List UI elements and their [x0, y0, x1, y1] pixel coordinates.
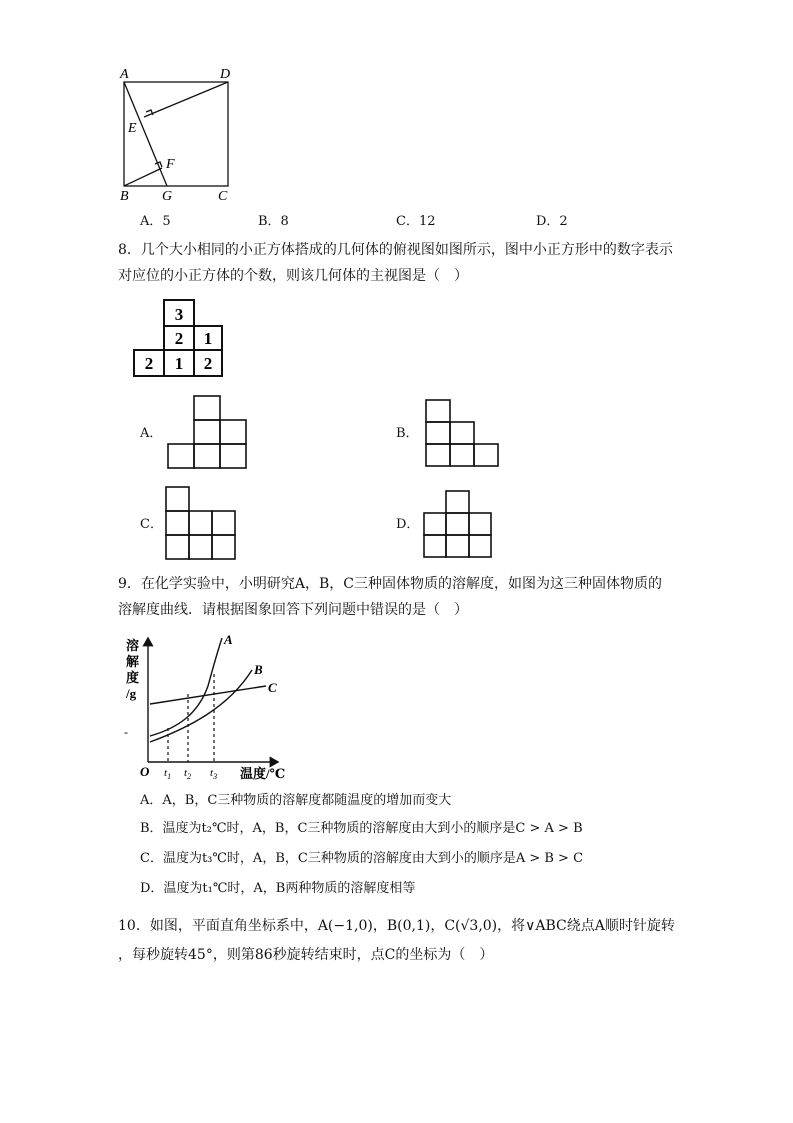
grid-number: 1	[174, 354, 184, 373]
q8-option-c-label[interactable]: C．	[140, 517, 163, 532]
q8-option-a-view[interactable]	[166, 394, 250, 472]
solubility-chart	[118, 628, 298, 784]
q8-option-d-view[interactable]	[422, 489, 496, 561]
q7-option-a[interactable]: A．5	[140, 214, 171, 229]
label-b: B	[120, 189, 129, 204]
q10-text-line2: ，每秒旋转45°，则第86秒旋转结束时，点C的坐标为（ ）	[118, 947, 494, 963]
top-view-grid	[130, 298, 230, 380]
grid-number: 2	[174, 329, 184, 348]
label-g: G	[162, 189, 173, 204]
curve-label-b: B	[254, 662, 263, 677]
q8-text-line2: 对应位的小正方体的个数，则该几何体的主视图是（ ）	[118, 268, 468, 284]
ylabel-char: 度	[126, 670, 140, 685]
q10-text-line1: 10．如图，平面直角坐标系中，A(−1,0)，B(0,1)，C(√3,0)，将∨ABC绕点A顺时针旋转	[118, 918, 675, 934]
label-f: F	[166, 157, 175, 172]
q8-text-line1: 8．几个大小相同的小正方体搭成的几何体的俯视图如图所示，图中小正方形中的数字表示	[118, 242, 673, 258]
segment-de	[144, 82, 228, 117]
q9-option-d[interactable]: D．温度为t₁℃时，A，B两种物质的溶解度相等	[140, 881, 416, 896]
q7-option-d[interactable]: D．2	[536, 214, 568, 229]
tick-t2: $t_2$	[184, 767, 192, 781]
q9-text-line1: 9．在化学实验中，小明研究A，B，C三种固体物质的溶解度，如图为这三种固体物质的	[118, 576, 663, 592]
curve-a	[150, 638, 222, 736]
grid-number: 3	[174, 305, 184, 324]
grid-number: 2	[144, 354, 154, 373]
ylabel-char: 溶	[126, 638, 140, 653]
curve-c	[150, 686, 266, 704]
label-c: C	[218, 189, 228, 204]
q8-option-b-view[interactable]	[424, 398, 502, 468]
q9-text-line2: 溶解度曲线．请根据图象回答下列问题中错误的是（ ）	[118, 602, 468, 618]
origin-label: O	[140, 764, 150, 779]
grid-number: 1	[203, 329, 213, 348]
grid-number: 2	[203, 354, 213, 373]
tick-t1: $t_1$	[164, 767, 172, 781]
q8-option-a-label[interactable]: A．	[140, 426, 163, 441]
segment-bf	[124, 168, 162, 186]
q8-option-c-view[interactable]	[164, 485, 240, 561]
label-d: D	[220, 67, 231, 82]
q9-option-a[interactable]: A．A，B，C三种物质的溶解度都随温度的增加而变大	[140, 793, 452, 808]
label-a: A	[120, 67, 129, 82]
q7-option-c[interactable]: C．12	[396, 214, 436, 229]
q8-option-b-label[interactable]: B．	[396, 426, 419, 441]
tick-t3: $t_3$	[210, 767, 218, 781]
ylabel-char: /g	[126, 686, 137, 701]
q7-option-b[interactable]: B．8	[258, 214, 289, 229]
curve-label-c: C	[268, 680, 277, 695]
q9-option-c[interactable]: C．温度为t₃℃时，A，B，C三种物质的溶解度由大到小的顺序是A > B > C	[140, 851, 584, 866]
q9-option-b[interactable]: B．温度为t₂℃时，A，B，C三种物质的溶解度由大到小的顺序是C > A > B	[140, 821, 583, 836]
curve-label-a: A	[224, 632, 233, 647]
label-e: E	[128, 121, 137, 136]
rectangle-abcd	[124, 82, 228, 186]
q8-option-d-label[interactable]: D．	[396, 517, 420, 532]
ylabel-char: 解	[126, 654, 140, 669]
rectangle-figure	[112, 64, 242, 204]
x-axis-label: 温度/℃	[240, 766, 286, 781]
dash-mark: -	[124, 725, 128, 739]
